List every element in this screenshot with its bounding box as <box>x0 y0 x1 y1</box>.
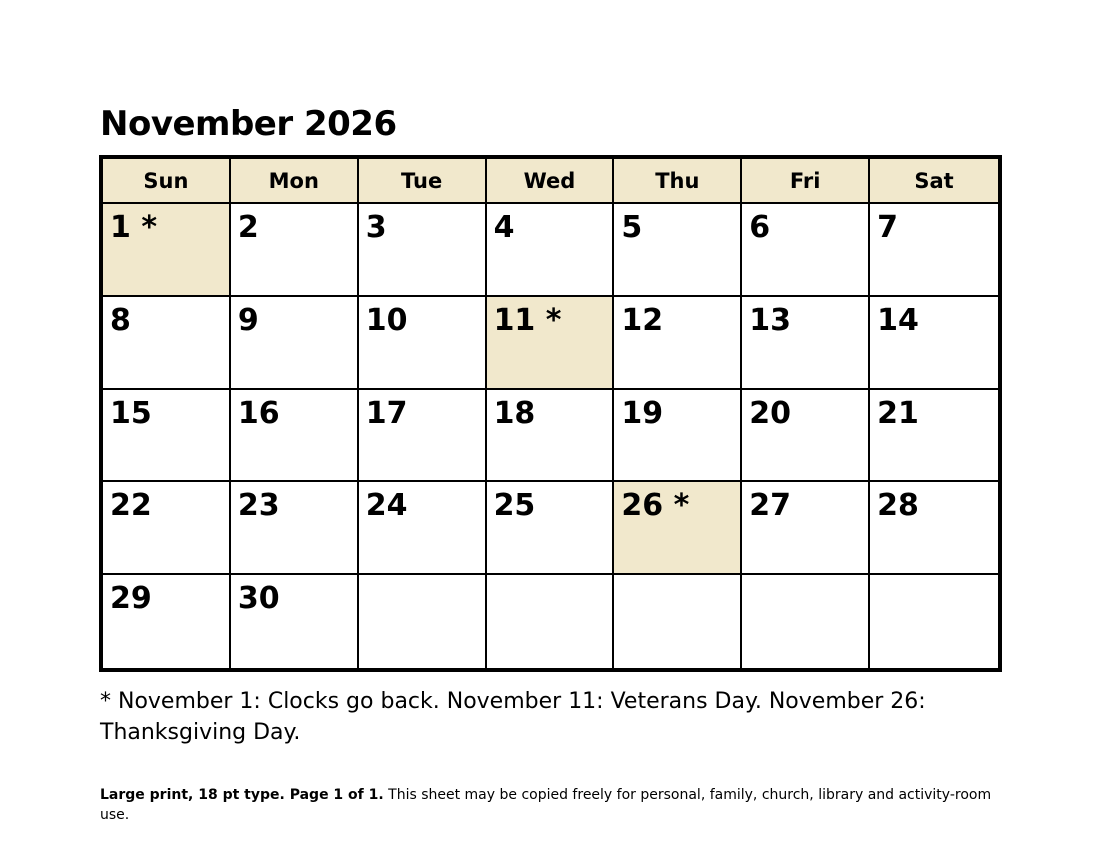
day-cell: 15 <box>103 390 231 483</box>
day-cell: 9 <box>231 297 359 390</box>
day-cell: 4 <box>487 204 615 297</box>
weekday-header-fri: Fri <box>742 159 870 204</box>
day-cell: 2 <box>231 204 359 297</box>
day-cell: 29 <box>103 575 231 668</box>
weekday-header-mon: Mon <box>231 159 359 204</box>
day-cell-highlighted: 1 * <box>103 204 231 297</box>
day-cell: 28 <box>870 482 998 575</box>
day-cell: 24 <box>359 482 487 575</box>
day-cell: 14 <box>870 297 998 390</box>
day-cell-empty <box>487 575 615 668</box>
fine-print-text: This sheet may be copied freely for personal, family, church, library and activity-room use. <box>100 787 992 823</box>
day-cell-empty <box>614 575 742 668</box>
day-cell: 19 <box>614 390 742 483</box>
fine-print <box>100 785 1010 825</box>
weekday-header-tue: Tue <box>359 159 487 204</box>
day-cell: 22 <box>103 482 231 575</box>
day-cell: 13 <box>742 297 870 390</box>
day-cell-empty <box>870 575 998 668</box>
day-cell-highlighted: 11 * <box>487 297 615 390</box>
day-cell: 21 <box>870 390 998 483</box>
day-cell: 12 <box>614 297 742 390</box>
month-calendar-grid <box>99 155 1002 672</box>
day-cell: 7 <box>870 204 998 297</box>
day-cell: 10 <box>359 297 487 390</box>
day-cell-empty <box>742 575 870 668</box>
day-cell: 8 <box>103 297 231 390</box>
day-cell: 6 <box>742 204 870 297</box>
day-cell: 25 <box>487 482 615 575</box>
day-cell: 30 <box>231 575 359 668</box>
weekday-header-sat: Sat <box>870 159 998 204</box>
day-cell: 18 <box>487 390 615 483</box>
day-cell: 20 <box>742 390 870 483</box>
day-cell-highlighted: 26 * <box>614 482 742 575</box>
fine-print-bold: Large print, 18 pt type. Page 1 of 1. <box>100 787 384 803</box>
day-cell: 23 <box>231 482 359 575</box>
day-cell: 17 <box>359 390 487 483</box>
holiday-footnote: * November 1: Clocks go back. November 11: Veterans Day. November 26: Thanksgiving Day. <box>100 689 926 745</box>
page-title: November 2026 <box>100 104 397 144</box>
day-cell: 27 <box>742 482 870 575</box>
day-cell: 5 <box>614 204 742 297</box>
weekday-header-thu: Thu <box>614 159 742 204</box>
day-cell-empty <box>359 575 487 668</box>
day-cell: 16 <box>231 390 359 483</box>
weekday-header-sun: Sun <box>103 159 231 204</box>
weekday-header-wed: Wed <box>487 159 615 204</box>
day-cell: 3 <box>359 204 487 297</box>
